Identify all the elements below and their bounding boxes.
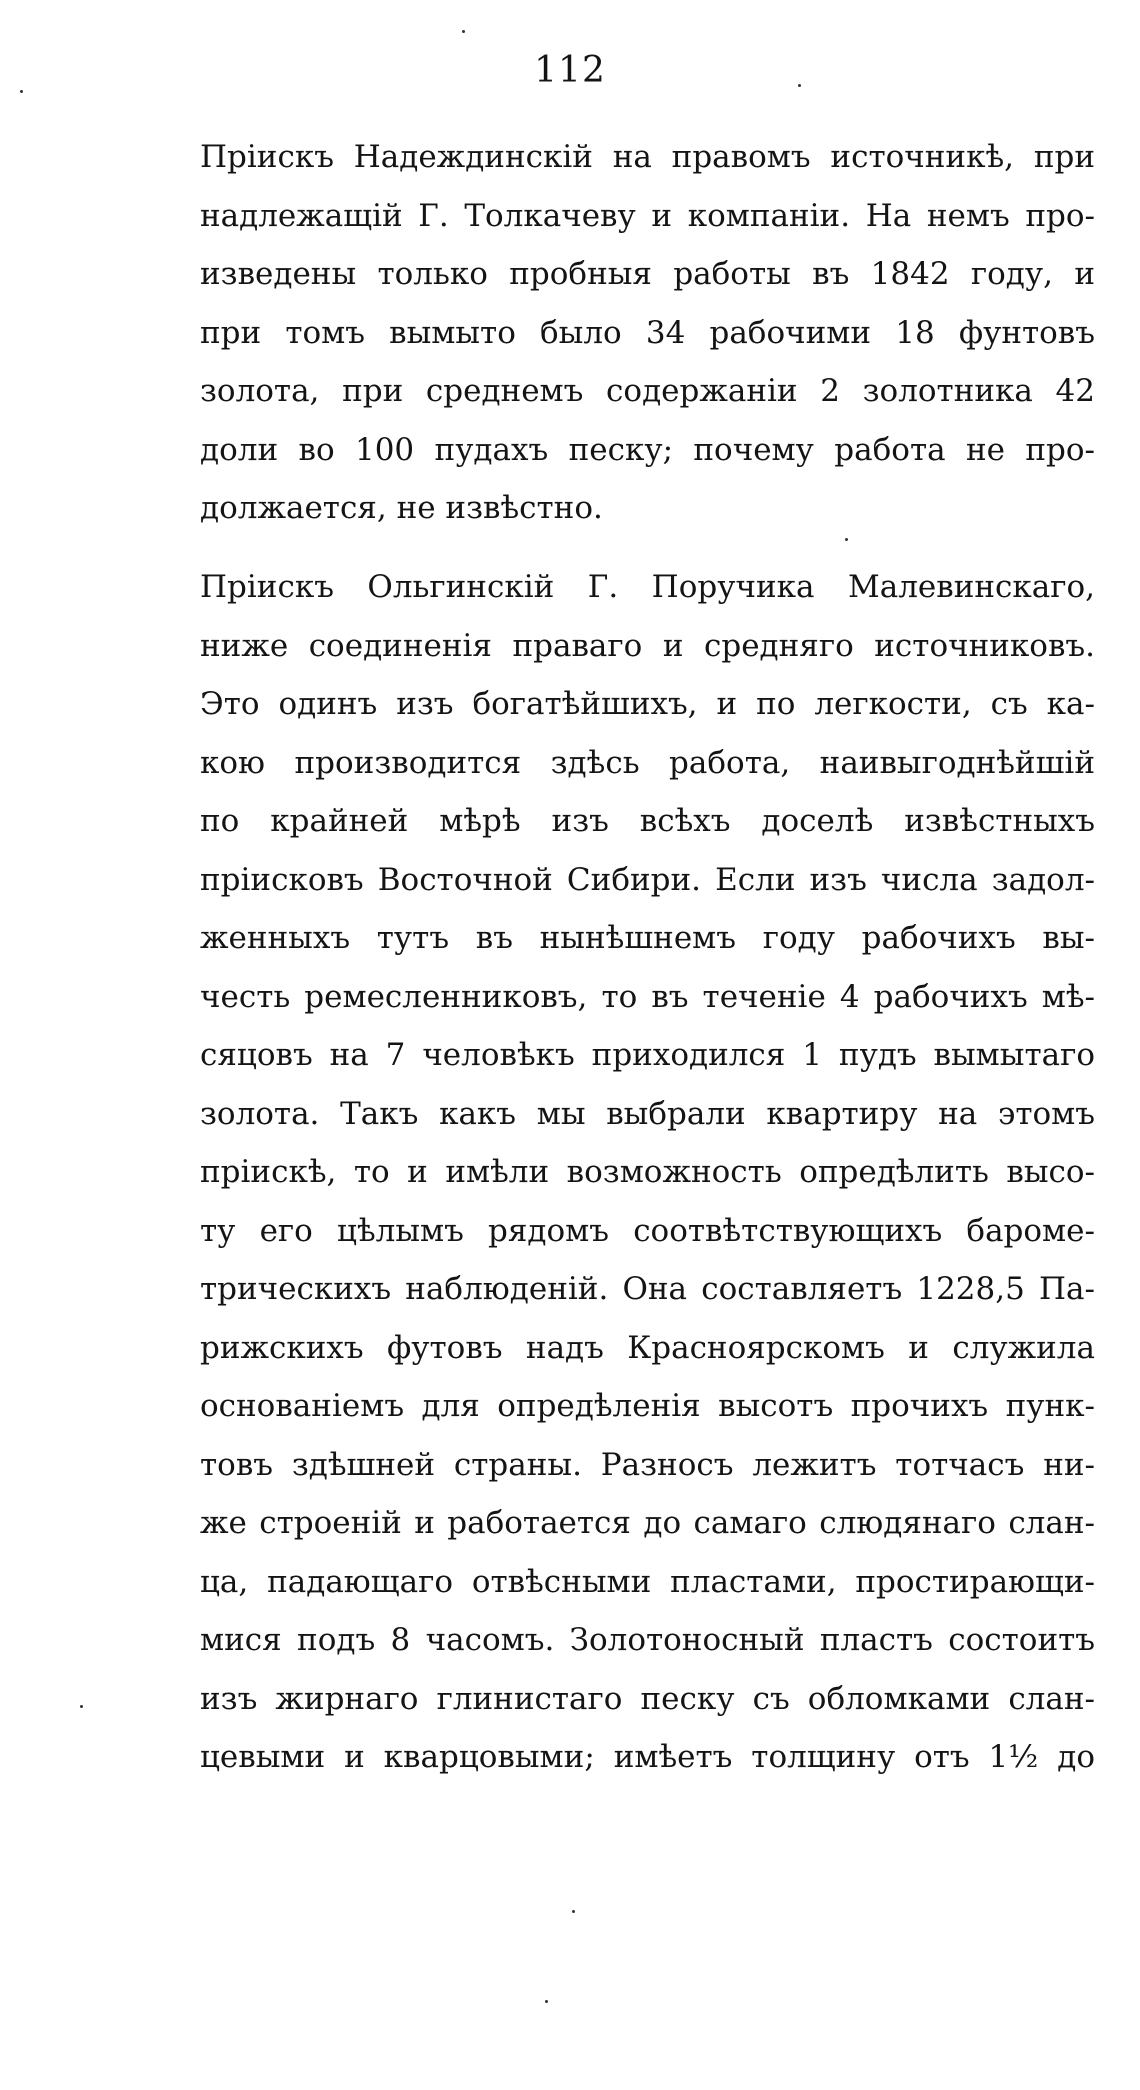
text-line: ту его цѣлымъ рядомъ соотвѣтствующихъ бароме- — [200, 1212, 1095, 1249]
text-line: мися подъ 8 часомъ. Золотоносный пластъ состоитъ — [200, 1622, 1095, 1658]
text-line: ца, падающаго отвѣсными пластами, простирающи- — [200, 1563, 1095, 1600]
text-line: золота. Такъ какъ мы выбрали квартиру на этомъ — [200, 1095, 1095, 1132]
scan-speck — [845, 538, 848, 541]
text-line: должается, не извѣстно. — [200, 490, 603, 526]
scan-speck — [572, 1910, 575, 1913]
paragraph-2 — [200, 558, 1095, 1787]
text-line: основаніемъ для опредѣленія высотъ прочихъ пунк- — [200, 1388, 1095, 1424]
text-line: пріискѣ, то и имѣли возможность опредѣлить высо- — [200, 1154, 1095, 1190]
text-line: женныхъ тутъ въ нынѣшнемъ году рабочихъ вы- — [200, 920, 1095, 956]
text-line: доли во 100 пудахъ песку; почему работа не про- — [200, 431, 1095, 468]
text-line: пріисковъ Восточной Сибири. Если изъ числа задол- — [200, 861, 1095, 898]
text-line: Пріискъ Ольгинскій Г. Поручика Малевинскаго, — [200, 569, 1095, 605]
text-line: по крайней мѣрѣ изъ всѣхъ доселѣ извѣстныхъ — [200, 803, 1095, 839]
text-line: при томъ вымыто было 34 рабочими 18 фунтовъ — [200, 314, 1095, 351]
scan-speck — [545, 2000, 548, 2003]
text-line: сяцовъ на 7 человѣкъ приходился 1 пудъ вымытаго — [200, 1037, 1095, 1073]
scan-speck — [80, 1705, 83, 1708]
scan-speck — [20, 90, 23, 93]
text-line: трическихъ наблюденій. Она составляетъ 1228,5 Па- — [200, 1271, 1095, 1307]
text-line: золота, при среднемъ содержаніи 2 золотника 42 — [200, 373, 1095, 409]
text-line: Пріискъ Надеждинскій на правомъ источникѣ, при — [200, 139, 1095, 175]
text-line: товъ здѣшней страны. Разносъ лежитъ тотчасъ ни- — [200, 1446, 1095, 1483]
text-line: Это одинъ изъ богатѣйшихъ, и по легкости, съ ка- — [200, 686, 1095, 722]
scan-speck — [462, 30, 465, 33]
paragraph-1 — [200, 128, 1095, 538]
text-line: изъ жирнаго глинистаго песку съ обломками слан- — [200, 1680, 1095, 1717]
text-line: ниже соединенія праваго и средняго источниковъ. — [200, 627, 1095, 664]
text-line: надлежащій Г. Толкачеву и компаніи. На немъ про- — [200, 197, 1095, 234]
text-line: изведены только пробныя работы въ 1842 году, и — [200, 256, 1095, 292]
page-number: 112 — [534, 50, 606, 91]
text-line: цевыми и кварцовыми; имѣетъ толщину отъ 1½ до — [200, 1739, 1095, 1775]
text-line: кою производится здѣсь работа, наивыгоднѣйшій — [200, 744, 1095, 781]
text-line: честь ремесленниковъ, то въ теченіе 4 рабочихъ мѣ- — [200, 978, 1095, 1015]
text-line: же строеній и работается до самаго слюдянаго слан- — [200, 1505, 1095, 1541]
scan-speck — [798, 84, 801, 87]
text-line: рижскихъ футовъ надъ Красноярскомъ и служила — [200, 1329, 1095, 1366]
